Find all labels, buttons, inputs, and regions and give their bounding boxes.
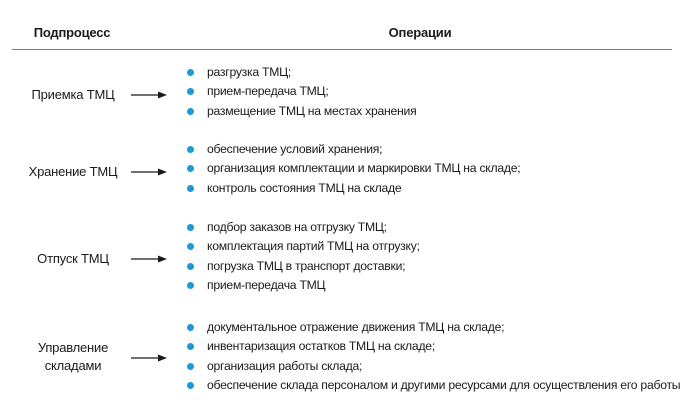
bullet-dot-icon [187, 263, 194, 270]
list-item: погрузка ТМЦ в транспорт доставки; [187, 257, 420, 276]
list-item: разгрузка ТМЦ; [187, 63, 416, 82]
right-arrow-icon [131, 90, 167, 100]
list-item: инвентаризация остатков ТМЦ на складе; [187, 337, 680, 356]
list-item: подбор заказов на отгрузку ТМЦ; [187, 218, 420, 237]
operations-list [187, 318, 680, 395]
bullet-dot-icon [187, 165, 194, 172]
subprocess-label: Хранение ТМЦ [28, 164, 118, 179]
subprocess-label: Отпуск ТМЦ [37, 251, 109, 266]
subprocess-label-line: Управление [37, 340, 109, 355]
bullet-dot-icon [187, 185, 194, 192]
bullet-dot-icon [187, 363, 194, 370]
header-divider [12, 49, 672, 50]
bullet-dot-icon [187, 243, 194, 250]
list-item: контроль состояния ТМЦ на складе [187, 179, 520, 198]
right-arrow-icon [131, 254, 167, 264]
bullet-dot-icon [187, 282, 194, 289]
bullet-dot-icon [187, 69, 194, 76]
list-item: документальное отражение движения ТМЦ на складе; [187, 318, 680, 337]
header-operations: Операции [388, 25, 452, 40]
subprocess-label-line: складами [44, 358, 102, 373]
list-item: размещение ТМЦ на местах хранения [187, 102, 416, 121]
bullet-dot-icon [187, 108, 194, 115]
list-item: организация работы склада; [187, 357, 680, 376]
subprocess-label [18, 339, 128, 375]
header-subprocess: Подпроцесс [33, 25, 111, 40]
subprocess-label: Приемка ТМЦ [31, 87, 115, 102]
bullet-dot-icon [187, 88, 194, 95]
list-item: организация комплектации и маркировки ТМЦ на складе; [187, 159, 520, 178]
list-item: обеспечение условий хранения; [187, 140, 520, 159]
list-item: прием-передача ТМЦ; [187, 82, 416, 101]
list-item: прием-передача ТМЦ [187, 276, 420, 295]
bullet-dot-icon [187, 343, 194, 350]
bullet-dot-icon [187, 224, 194, 231]
bullet-dot-icon [187, 382, 194, 389]
bullet-dot-icon [187, 324, 194, 331]
operations-list [187, 63, 416, 121]
list-item: обеспечение склада персоналом и другими ресурсами для осуществления его работы [187, 376, 680, 395]
operations-list [187, 140, 520, 198]
right-arrow-icon [131, 167, 167, 177]
right-arrow-icon [131, 353, 167, 363]
operations-list [187, 218, 420, 295]
list-item: комплектация партий ТМЦ на отгрузку; [187, 237, 420, 256]
bullet-dot-icon [187, 146, 194, 153]
